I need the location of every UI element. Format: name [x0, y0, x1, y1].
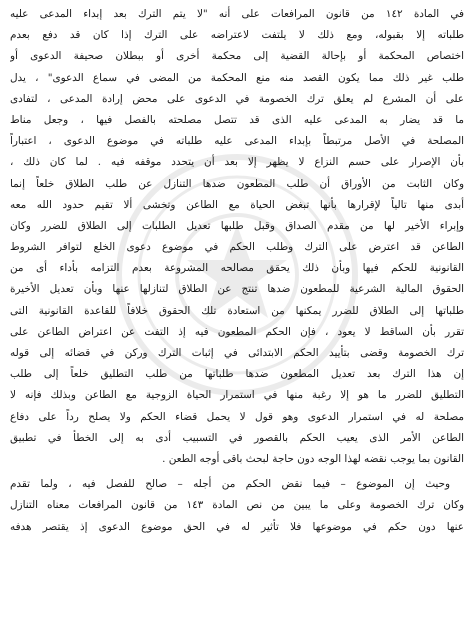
- text-line: مصلحة له في استمرار الدعوى وهو قول لا يحمل قضاء الحكم ولا يصلح رداً على دفاع: [10, 410, 464, 423]
- text-line: طلباتها إلى الطلاق للضرر يمكنها من استعادة تلك الحقوق خلافاً للقاعدة القانونية التى: [10, 304, 464, 317]
- text-line: أبدى منها تالياً لإقرارها بأنها تبغض الحياة مع الطاعن وتخشى ألا تقيم حدود الله معه: [10, 198, 464, 211]
- text-line: وحيث إن الموضوع – فيما نقض الحكم من أجله – صالح للفصل فيه ، ولما تقدم: [10, 478, 450, 491]
- text-line: القانون بما يوجب نقضه لهذا الوجه دون حاجة لبحث باقى أوجه الطعن .: [162, 452, 464, 465]
- text-line: الطاعن قد اعترض على الترك وطلب الحكم في موضوع دعوى الخلع لتوافر الشروط: [10, 241, 464, 254]
- text-line: في المادة ١٤٢ من قانون المرافعات على أنه "لا يتم الترك بعد إبداء المدعى عليه: [10, 8, 464, 20]
- text-line: ما قد يضار به المدعى عليه الذى قد تتصل مصلحته بالفصل فيها ، وجعل مناط: [10, 113, 464, 126]
- text-line: تقرر بأن الساقط لا يعود ، فإن الحكم المطعون فيه إذ التفت عن اعتراض الطاعن على: [10, 325, 464, 338]
- text-line: وإبراء الأخير لها من مقدم الصداق وقبل طلبها تعديل الطلبات إلى الطلاق للضرر وكان: [10, 219, 464, 232]
- judgment-text: [10, 4, 464, 538]
- text-line: ترك الخصومة وقضى بتأييد الحكم الابتدائى في إثبات الترك وركن في قضائه إلى قوله: [10, 347, 464, 359]
- text-line: طلباته إلا بقبوله، ومع ذلك لا يلتفت لاعتراضه على الترك إذا كان قد دفع بعدم: [10, 29, 464, 42]
- text-line: وكان ترك الخصومة وعلى ما يبين من نص المادة ١٤٣ من قانون المرافعات معناه التنازل: [10, 499, 464, 512]
- text-line: الطاعن الأمر الذى يعيب الحكم بالقصور في التسبيب أدى به إلى الخطأ في تطبيق: [10, 431, 464, 444]
- text-line: عنها دون حكم في موضوعها فلا تأثير له في الحق موضوع الدعوى إذ يقتصر هدفه: [10, 520, 464, 533]
- text-line: التطليق للضرر ما هو إلا رغبة منها في استمرار الحياة الزوجية مع الطاعن وبذلك فإنه لا: [10, 389, 464, 402]
- paragraph-2: [10, 474, 464, 538]
- paragraph-1: [10, 4, 464, 470]
- text-line: المصلحة في الأصل مرتبطاً بإبداء المدعى عليه طلباته في موضوع الدعوى ، اعتباراً: [10, 135, 464, 148]
- text-line: اختصاص المحكمة أو بإحالة القضية إلى محكمة أخرى أو ببطلان صحيفة الدعوى أو: [10, 50, 464, 63]
- text-line: الحقوق المالية الشرعية للمطعون ضدها تنتج عن الطلاق لتنازلها عنها وبأن تعديل الأخيرة: [10, 283, 464, 296]
- text-line: القانونية للحكم فيها وبأن ذلك يحقق مصالحه المشروعة بعدم التزامه بأداء أى من: [10, 262, 464, 275]
- text-line: على أن المشرع لم يعلق ترك الخصومة في الدعوى على محض إرادة المدعى ، لتفادى: [10, 92, 464, 105]
- text-line: بأن الإصرار على حسم النزاع لا يظهر إلا بعد أن يتحدد موقفه فيه . لما كان ذلك ،: [10, 156, 464, 169]
- text-line: طلب غير ذلك مما يكون القصد منه منع المحكمة من المضى في سماع الدعوى" ، يدل: [10, 71, 464, 84]
- text-line: وكان الثابت من الأوراق أن طلب المطعون ضدها التنازل عن طلب الطلاق خلعاً إنما: [10, 177, 464, 190]
- text-line: إن هذا الترك بعد تعديل المطعون ضدها طلباتها من طلب التطليق خلعاً إلى طلب: [10, 368, 464, 381]
